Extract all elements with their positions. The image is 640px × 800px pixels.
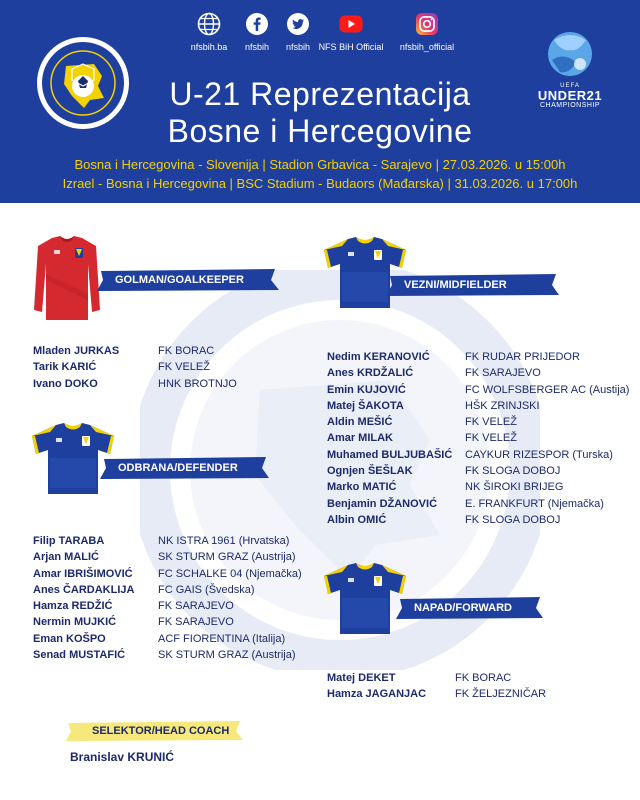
uefa-label: UEFA: [560, 83, 580, 89]
under21-label: UNDER21: [537, 88, 603, 103]
social-handle: nfsbih.ba: [190, 42, 228, 52]
youtube-icon: [339, 12, 363, 36]
player-club: FK BORAC: [455, 672, 512, 684]
player-club: FC SCHALKE 04 (Njemačka): [158, 567, 302, 580]
social-handle: nfsbih: [285, 42, 311, 52]
trophy-ball-icon: [530, 30, 610, 80]
player-club: NK ŠIROKI BRIJEG: [465, 481, 564, 494]
page-title: U-21 Reprezentacija: [169, 76, 471, 112]
goalkeeper-jersey: [32, 234, 102, 326]
player-club: FK VELEŽ: [465, 416, 517, 429]
section-label-defender: [98, 456, 270, 480]
player-club: FC WOLFSBERGER AC (Austija): [465, 383, 630, 396]
social-youtube[interactable]: [316, 12, 386, 52]
player-name: Arjan MALIĆ: [33, 551, 99, 564]
player-name: Anes KRDŽALIĆ: [327, 367, 414, 380]
player-club: FC GAIS (Švedska): [158, 583, 255, 596]
player-club: FK VELEŽ: [465, 432, 517, 445]
player-name: Amar IBRIŠIMOVIĆ: [33, 567, 133, 580]
player-name: Senad MUSTAFIĆ: [33, 649, 126, 662]
section-label-text: NAPAD/FORWARD: [414, 602, 512, 614]
player-club: NK ISTRA 1961 (Hrvatska): [158, 535, 290, 547]
section-label-coach: [64, 720, 244, 742]
player-club: FK SLOGA DOBOJ: [465, 513, 561, 526]
player-club: HŠK ZRINJSKI: [465, 399, 540, 412]
social-handle: nfsbih_official: [399, 42, 455, 52]
section-label-forward: [394, 596, 544, 620]
player-club: SK STURM GRAZ (Austrija): [158, 551, 296, 564]
player-name: Hamza JAGANJAC: [327, 688, 427, 701]
player-name: Emin KUJOVIĆ: [327, 383, 406, 396]
player-name: Ivano DOKO: [33, 377, 98, 390]
player-club: FK ŽELJEZNIČAR: [455, 688, 547, 701]
header-banner: [0, 0, 640, 203]
section-label-goalkeeper: [95, 268, 280, 292]
player-name: Nedim KERANOVIĆ: [327, 351, 430, 363]
twitter-icon: [286, 12, 310, 36]
player-name: Mladen JURKAS: [33, 345, 120, 357]
player-name: Hamza REDŽIĆ: [33, 600, 113, 613]
player-name: Ognjen ŠEŠLAK: [327, 465, 413, 478]
championship-label: CHAMPIONSHIP: [539, 102, 601, 109]
player-name: Anes ČARDAKLIJA: [33, 583, 135, 596]
match-info-2: Izrael - Bosna i Hercegovina | BSC Stadium - Budaors (Mađarska) | 31.03.2026. u 17:00h: [62, 176, 578, 191]
player-name: Matej ŠAKOTA: [327, 399, 404, 412]
player-club: FK RUDAR PRIJEDOR: [465, 351, 580, 363]
player-club: FK SARAJEVO: [158, 600, 234, 613]
player-name: Filip TARABA: [33, 535, 105, 547]
player-club: ACF FIORENTINA (Italija): [158, 632, 286, 645]
match-info-1: Bosna i Hercegovina - Slovenija | Stadion Grbavica - Sarajevo | 27.03.2026. u 15:00h: [74, 157, 566, 172]
player-club: CAYKUR RIZESPOR (Turska): [465, 448, 613, 461]
player-name: Nermin MUJKIĆ: [33, 616, 117, 629]
player-club: FK SARAJEVO: [465, 367, 541, 380]
player-name: Amar MILAK: [327, 432, 394, 445]
player-club: FK SLOGA DOBOJ: [465, 465, 561, 478]
player-club: FK VELEŽ: [158, 361, 210, 374]
social-instagram[interactable]: [392, 12, 462, 52]
player-club: HNK BROTNJO: [158, 377, 237, 390]
player-name: Eman KOŠPO: [33, 632, 106, 645]
section-label-text: ODBRANA/DEFENDER: [118, 462, 238, 474]
uefa-u21-logo: [530, 30, 610, 120]
player-name: Albin OMIĆ: [327, 513, 387, 526]
section-label-midfielder: [384, 273, 560, 297]
player-club: FK SARAJEVO: [158, 616, 234, 629]
player-name: Tarik KARIĆ: [33, 361, 97, 374]
section-label-text: SELEKTOR/HEAD COACH: [92, 725, 230, 737]
instagram-icon: [415, 12, 439, 36]
coach-name: Branislav KRUNIĆ: [70, 750, 175, 764]
section-label-text: GOLMAN/GOALKEEPER: [115, 274, 244, 286]
player-name: Matej DEKET: [327, 672, 396, 684]
player-name: Marko MATIĆ: [327, 481, 397, 494]
player-club: E. FRANKFURT (Njemačka): [465, 497, 604, 510]
section-label-text: VEZNI/MIDFIELDER: [404, 279, 507, 291]
player-club: SK STURM GRAZ (Austrija): [158, 649, 296, 662]
page-subtitle: Bosne i Hercegovine: [167, 113, 473, 149]
globe-icon: [197, 12, 221, 36]
player-name: Muhamed BULJUBAŠIĆ: [327, 448, 453, 461]
player-name: Benjamin DŽANOVIĆ: [327, 497, 438, 510]
social-handle: nfsbih: [244, 42, 270, 52]
social-handle: NFS BiH Official: [318, 42, 384, 52]
federation-logo: [36, 36, 130, 130]
player-name: Aldin MEŠIĆ: [327, 416, 393, 429]
player-club: FK BORAC: [158, 345, 215, 357]
